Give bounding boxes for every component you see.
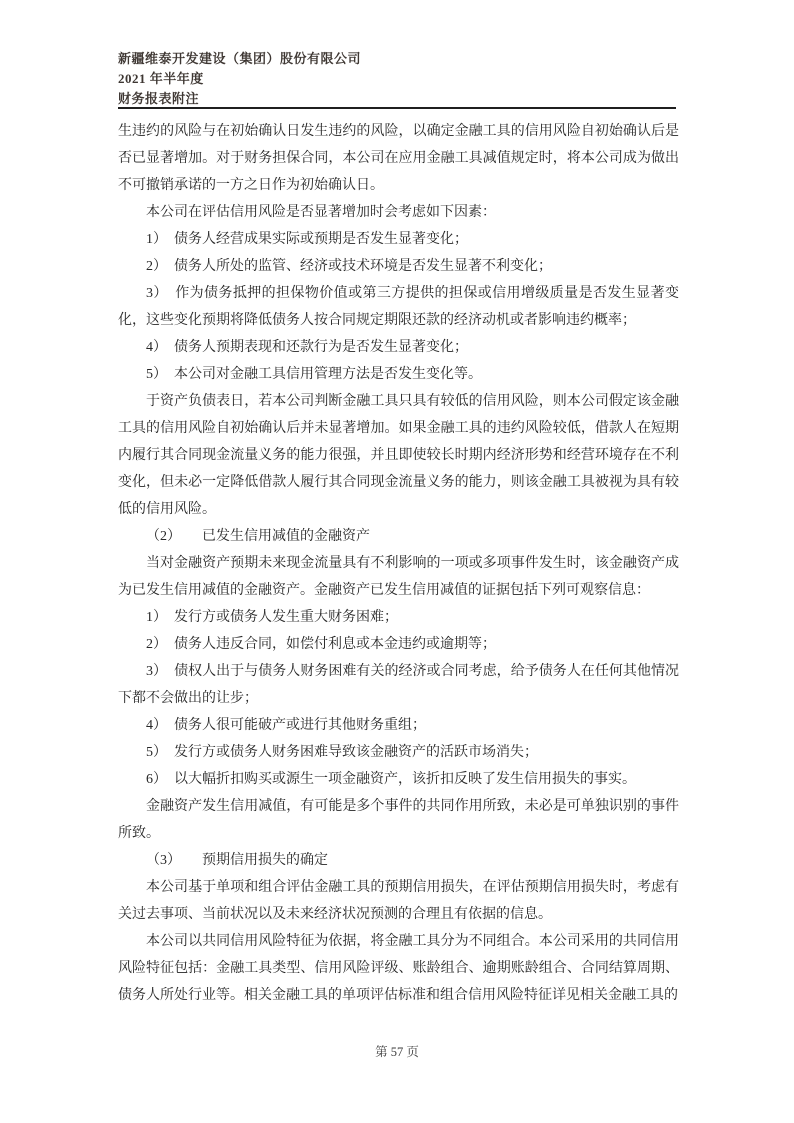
section-heading: （3） 预期信用损失的确定: [146, 853, 328, 868]
list-item: 1） 发行方或债务人发生重大财务困难；: [146, 610, 398, 625]
paragraph: 本公司在评估信用风险是否显著增加时会考虑如下因素：: [146, 205, 496, 220]
paragraph: 金融资产发生信用减值，有可能是多个事件的共同作用所致，未必是可单独识别的事件所致。: [118, 799, 679, 841]
document-body: [118, 118, 679, 1009]
list-item: 6） 以大幅折扣购买或源生一项金融资产，该折扣反映了发生信用损失的事实。: [146, 772, 636, 787]
header-divider: [118, 107, 676, 109]
list-item: 4） 债务人很可能破产或进行其他财务重组；: [146, 718, 426, 733]
list-item: 2） 债务人违反合同，如偿付利息或本金违约或逾期等；: [146, 637, 496, 652]
paragraph: 本公司基于单项和组合评估金融工具的预期信用损失，在评估预期信用损失时，考虑有关过去事项、当前状况以及未来经济状况预测的合理且有依据的信息。: [118, 880, 679, 922]
list-item: 5） 发行方或债务人财务困难导致该金融资产的活跃市场消失；: [146, 745, 538, 760]
page-header: [118, 49, 678, 109]
paragraph: 当对金融资产预期未来现金流量具有不利影响的一项或多项事件发生时，该金融资产成为已发生信用减值的金融资产。金融资产已发生信用减值的证据包括下列可观察信息：: [118, 556, 679, 598]
section-heading: （2） 已发生信用减值的金融资产: [146, 529, 370, 544]
header-company-name: 新疆维泰开发建设（集团）股份有限公司: [118, 51, 362, 66]
list-item: 3） 作为债务抵押的担保物价值或第三方提供的担保或信用增级质量是否发生显著变化，这些变化预期将降低债务人按合同规定期限还款的经济动机或者影响违约概率；: [118, 286, 679, 328]
paragraph: 生违约的风险与在初始确认日发生违约的风险，以确定金融工具的信用风险自初始确认后是否已显著增加。对于财务担保合同，本公司在应用金融工具减值规定时，将本公司成为做出不可撤销承诺的一方之日作为初始确认日。: [118, 124, 679, 193]
paragraph: 于资产负债表日，若本公司判断金融工具只具有较低的信用风险，则本公司假定该金融工具的信用风险自初始确认后并未显著增加。如果金融工具的违约风险较低，借款人在短期内履行其合同现金流量义务的能力很强，并且即使较长时期内经济形势和经营环境存在不利变化，但未必一定降低借款人履行其合同现金流量义务的能力，则该金融工具被视为具有较低的信用风险。: [118, 394, 679, 517]
page-footer: [0, 1043, 794, 1061]
list-item: 5） 本公司对金融工具信用管理方法是否发生变化等。: [146, 367, 482, 382]
list-item: 4） 债务人预期表现和还款行为是否发生显著变化；: [146, 340, 468, 355]
header-report-period: 2021 年半年度: [118, 71, 204, 86]
paragraph: 本公司以共同信用风险特征为依据，将金融工具分为不同组合。本公司采用的共同信用风险特征包括：金融工具类型、信用风险评级、账龄组合、逾期账龄组合、合同结算周期、债务人所处行业等。相关金融工具的单项评估标准和组合信用风险特征详见相关金融工具的: [118, 934, 679, 1003]
header-doc-title: 财务报表附注: [118, 91, 200, 106]
page-number: 第 57 页: [375, 1045, 419, 1059]
list-item: 3） 债权人出于与债务人财务困难有关的经济或合同考虑，给予债务人在任何其他情况下都不会做出的让步；: [118, 664, 679, 706]
list-item: 2） 债务人所处的监管、经济或技术环境是否发生显著不利变化；: [146, 259, 552, 274]
list-item: 1） 债务人经营成果实际或预期是否发生显著变化；: [146, 232, 468, 247]
